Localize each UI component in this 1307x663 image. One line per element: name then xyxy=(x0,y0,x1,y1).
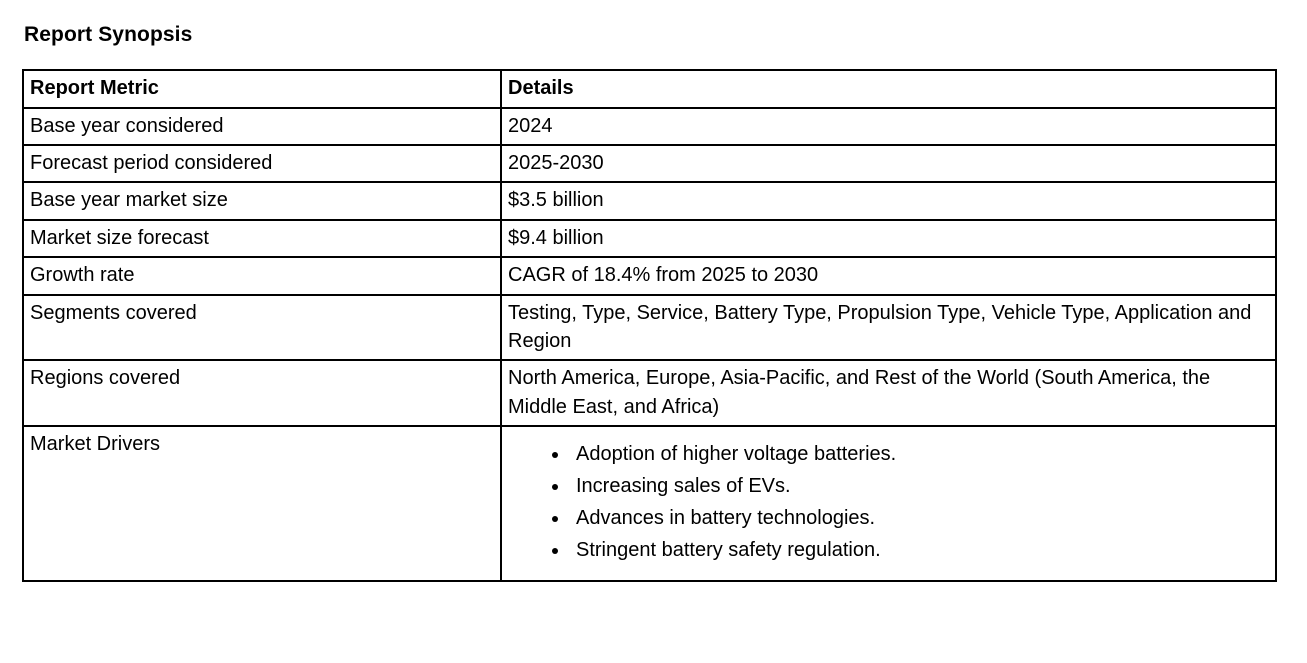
table-header-row xyxy=(23,70,1276,107)
row-value-base-year-considered: 2024 xyxy=(501,108,1276,145)
row-label-segments-covered: Segments covered xyxy=(23,295,501,361)
row-label-market-size-forecast: Market size forecast xyxy=(23,220,501,257)
table-row xyxy=(23,295,1276,361)
market-drivers-list xyxy=(508,438,1269,566)
row-value-market-size-forecast: $9.4 billion xyxy=(501,220,1276,257)
row-label-growth-rate: Growth rate xyxy=(23,257,501,294)
column-header-details: Details xyxy=(501,70,1276,107)
row-value-regions-covered: North America, Europe, Asia-Pacific, and Rest of the World (South America, the Middle East, and Africa) xyxy=(501,360,1276,426)
column-header-metric: Report Metric xyxy=(23,70,501,107)
row-label-forecast-period-considered: Forecast period considered xyxy=(23,145,501,182)
row-value-base-year-market-size: $3.5 billion xyxy=(501,182,1276,219)
table-row xyxy=(23,182,1276,219)
row-label-base-year-market-size: Base year market size xyxy=(23,182,501,219)
row-label-base-year-considered: Base year considered xyxy=(23,108,501,145)
list-item: • Increasing sales of EVs. xyxy=(570,470,1269,502)
page-title: Report Synopsis xyxy=(24,23,193,46)
row-value-segments-covered: Testing, Type, Service, Battery Type, Propulsion Type, Vehicle Type, Application and Region xyxy=(501,295,1276,361)
table-row xyxy=(23,360,1276,426)
list-item: • Adoption of higher voltage batteries. xyxy=(570,438,1269,470)
table-row xyxy=(23,220,1276,257)
row-label-market-drivers: Market Drivers xyxy=(23,426,501,581)
row-value-forecast-period-considered: 2025-2030 xyxy=(501,145,1276,182)
list-item: • Stringent battery safety regulation. xyxy=(570,534,1269,566)
row-label-regions-covered: Regions covered xyxy=(23,360,501,426)
table-row xyxy=(23,108,1276,145)
table-row xyxy=(23,257,1276,294)
list-item: • Advances in battery technologies. xyxy=(570,502,1269,534)
table-row xyxy=(23,145,1276,182)
table-row-market-drivers xyxy=(23,426,1276,581)
row-value-growth-rate: CAGR of 18.4% from 2025 to 2030 xyxy=(501,257,1276,294)
report-synopsis-table xyxy=(22,69,1277,582)
row-value-market-drivers xyxy=(501,426,1276,581)
